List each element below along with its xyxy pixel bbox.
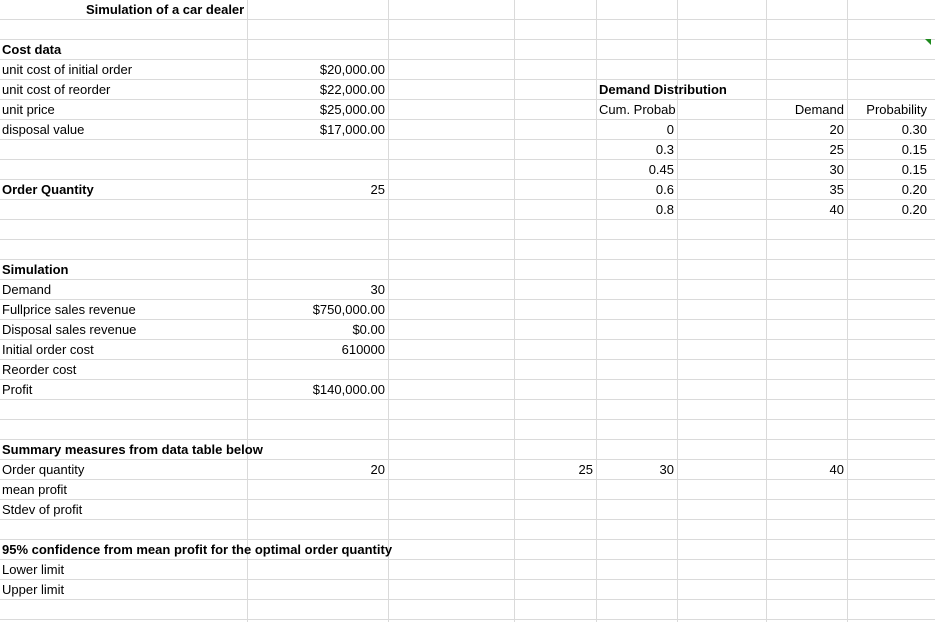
- probability-header[interactable]: Probability: [866, 102, 927, 117]
- sim-value-demand[interactable]: 30: [370, 282, 385, 297]
- confidence-upper-label[interactable]: Upper limit: [2, 582, 65, 597]
- row-divider: [0, 59, 935, 60]
- cum-probability-cell[interactable]: 0.45: [648, 162, 674, 177]
- summary-order-quantity-cell[interactable]: 30: [659, 462, 674, 477]
- order-quantity-label[interactable]: Order Quantity: [2, 182, 94, 197]
- cost-value-unit-price[interactable]: $25,000.00: [319, 102, 385, 117]
- sheet-title[interactable]: Simulation of a car dealer: [86, 2, 245, 17]
- probability-cell[interactable]: 0.20: [901, 202, 927, 217]
- demand-header[interactable]: Demand: [794, 102, 844, 117]
- cost-value-disposal-value[interactable]: $17,000.00: [319, 122, 385, 137]
- row-divider: [0, 499, 935, 500]
- cum-probability-cell[interactable]: 0.6: [655, 182, 674, 197]
- cost-data-heading[interactable]: Cost data: [2, 42, 62, 57]
- sim-label-profit[interactable]: Profit: [2, 382, 33, 397]
- summary-mean-profit-label[interactable]: mean profit: [2, 482, 68, 497]
- column-divider: [514, 0, 515, 622]
- row-divider: [0, 579, 935, 580]
- summary-order-quantity-cell[interactable]: 25: [578, 462, 593, 477]
- demand-cell[interactable]: 25: [829, 142, 844, 157]
- row-divider: [0, 299, 935, 300]
- row-divider: [0, 419, 935, 420]
- row-divider: [0, 279, 935, 280]
- cost-label-initial-order[interactable]: unit cost of initial order: [2, 62, 133, 77]
- sim-value-initial-order-cost[interactable]: 610000: [341, 342, 385, 357]
- sim-label-demand[interactable]: Demand: [2, 282, 52, 297]
- row-divider: [0, 79, 935, 80]
- summary-order-quantity-cell[interactable]: 40: [829, 462, 844, 477]
- cost-label-unit-price[interactable]: unit price: [2, 102, 55, 117]
- column-divider: [596, 0, 597, 622]
- row-divider: [0, 559, 935, 560]
- row-divider: [0, 339, 935, 340]
- row-divider: [0, 219, 935, 220]
- demand-distribution-title[interactable]: Demand Distribution: [599, 82, 727, 97]
- cell-comment-indicator: [925, 39, 931, 45]
- cum-probability-cell[interactable]: 0: [666, 122, 674, 137]
- row-divider: [0, 359, 935, 360]
- column-divider: [766, 0, 767, 622]
- demand-cell[interactable]: 40: [829, 202, 844, 217]
- cost-value-reorder[interactable]: $22,000.00: [319, 82, 385, 97]
- demand-cell[interactable]: 20: [829, 122, 844, 137]
- row-divider: [0, 19, 935, 20]
- sim-label-reorder-cost[interactable]: Reorder cost: [2, 362, 77, 377]
- row-divider: [0, 259, 935, 260]
- summary-order-quantity-cell[interactable]: 20: [370, 462, 385, 477]
- cost-value-initial-order[interactable]: $20,000.00: [319, 62, 385, 77]
- simulation-heading[interactable]: Simulation: [2, 262, 69, 277]
- row-divider: [0, 399, 935, 400]
- row-divider: [0, 599, 935, 600]
- cum-probability-cell[interactable]: 0.8: [655, 202, 674, 217]
- column-divider: [388, 0, 389, 622]
- row-divider: [0, 319, 935, 320]
- sim-label-fullprice-revenue[interactable]: Fullprice sales revenue: [2, 302, 136, 317]
- row-divider: [0, 519, 935, 520]
- sim-value-fullprice-revenue[interactable]: $750,000.00: [312, 302, 385, 317]
- column-divider: [847, 0, 848, 622]
- sim-value-profit[interactable]: $140,000.00: [312, 382, 385, 397]
- cost-label-reorder[interactable]: unit cost of reorder: [2, 82, 111, 97]
- summary-order-quantity-label[interactable]: Order quantity: [2, 462, 85, 477]
- confidence-heading[interactable]: 95% confidence from mean profit for the optimal order quantity: [2, 542, 393, 557]
- cost-label-disposal-value[interactable]: disposal value: [2, 122, 85, 137]
- probability-cell[interactable]: 0.15: [901, 142, 927, 157]
- cum-probability-header[interactable]: Cum. Probab: [599, 102, 676, 117]
- probability-cell[interactable]: 0.20: [901, 182, 927, 197]
- row-divider: [0, 239, 935, 240]
- demand-cell[interactable]: 35: [829, 182, 844, 197]
- sim-value-reorder-cost[interactable]: [248, 360, 388, 379]
- row-divider: [0, 39, 935, 40]
- row-divider: [0, 379, 935, 380]
- confidence-lower-label[interactable]: Lower limit: [2, 562, 65, 577]
- sim-label-initial-order-cost[interactable]: Initial order cost: [2, 342, 94, 357]
- summary-heading[interactable]: Summary measures from data table below: [2, 442, 263, 457]
- cum-probability-cell[interactable]: 0.3: [655, 142, 674, 157]
- summary-stdev-label[interactable]: Stdev of profit: [2, 502, 83, 517]
- probability-cell[interactable]: 0.15: [901, 162, 927, 177]
- order-quantity-value[interactable]: 25: [370, 182, 385, 197]
- demand-cell[interactable]: 30: [829, 162, 844, 177]
- row-divider: [0, 479, 935, 480]
- sim-value-disposal-revenue[interactable]: $0.00: [352, 322, 385, 337]
- sim-label-disposal-revenue[interactable]: Disposal sales revenue: [2, 322, 137, 337]
- row-divider: [0, 619, 935, 620]
- probability-cell[interactable]: 0.30: [901, 122, 927, 137]
